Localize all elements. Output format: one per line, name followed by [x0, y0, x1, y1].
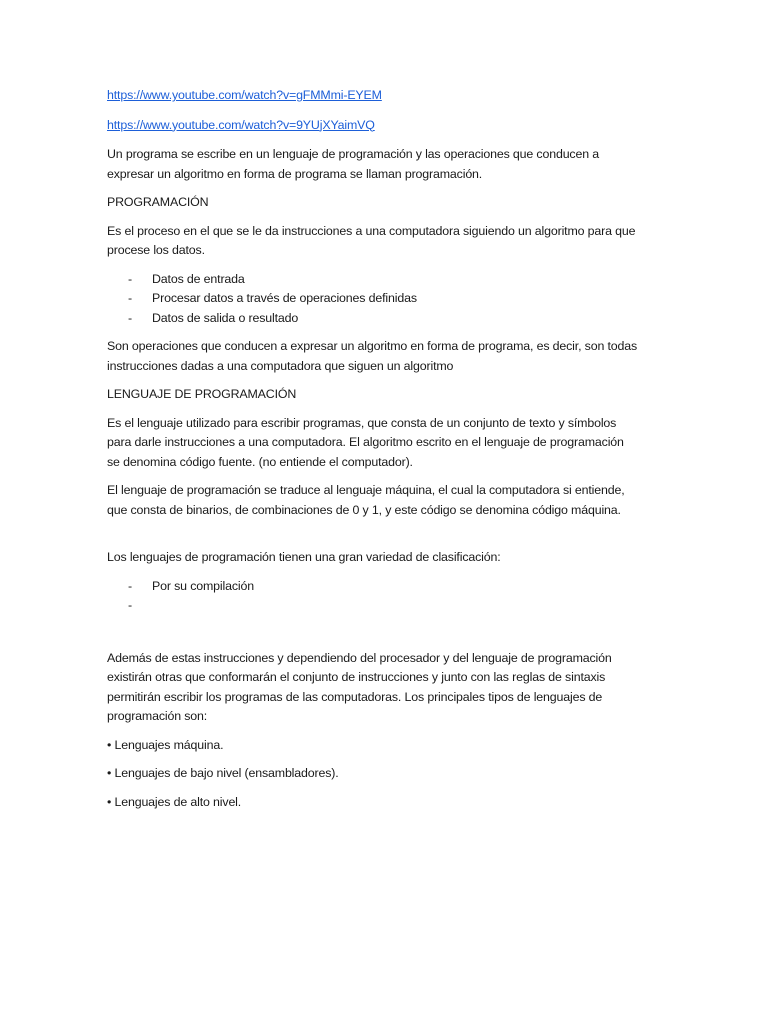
text-line: Un programa se escribe en un lenguaje de programación y las operaciones que conducen a [107, 147, 599, 161]
text-line: Es el lenguaje utilizado para escribir programas, que consta de un conjunto de texto y símbolos [107, 415, 617, 430]
dash-bullet: - [128, 310, 132, 325]
programacion-list [107, 270, 677, 329]
dash-bullet: - [128, 598, 132, 612]
text-line: Además de estas instrucciones y dependiendo del procesador y del lenguaje de programación [107, 650, 612, 665]
text-line: programación son: [107, 709, 208, 723]
text-line: Es el proceso en el que se le da instrucciones a una computadora siguiendo un algoritmo para que [107, 223, 636, 238]
dash-bullet: - [128, 578, 132, 593]
text-line: El lenguaje de programación se traduce al lenguaje máquina, el cual la computadora si entiende, [107, 483, 625, 497]
blank-line [107, 625, 677, 649]
programacion-definition [107, 222, 677, 261]
intro-paragraph [107, 145, 677, 184]
heading-clasificacion: Los lenguajes de programación tienen una gran variedad de clasificación: [107, 550, 501, 564]
text-line: Son operaciones que conducen a expresar un algoritmo en forma de programa, es decir, son todas [107, 339, 638, 353]
bullet-lenguajes-bajo-nivel: • Lenguajes de bajo nivel (ensambladores). [107, 766, 339, 780]
document-page [107, 86, 677, 821]
clasificacion-list [107, 577, 677, 616]
lenguaje-definition [107, 414, 677, 473]
programacion-summary [107, 337, 677, 376]
dash-bullet: - [128, 271, 132, 286]
list-item [107, 596, 677, 616]
youtube-link-2[interactable]: https://www.youtube.com/watch?v=9YUjXYaimVQ [107, 117, 375, 132]
list-item-label: Datos de entrada [152, 271, 245, 286]
dash-bullet: - [128, 291, 132, 305]
list-item [107, 270, 677, 290]
text-line: se denomina código fuente. (no entiende el computador). [107, 454, 413, 469]
heading-lenguaje-programacion: LENGUAJE DE PROGRAMACIÓN [107, 387, 297, 401]
text-line: expresar un algoritmo en forma de programa se llaman programación. [107, 166, 483, 181]
blank-line [107, 529, 677, 548]
youtube-link-1[interactable]: https://www.youtube.com/watch?v=gFMMmi-EYEM [107, 88, 382, 102]
heading-programacion: PROGRAMACIÓN [107, 195, 209, 209]
bullet-lenguajes-maquina: • Lenguajes máquina. [107, 737, 224, 752]
text-line: procese los datos. [107, 243, 205, 257]
tipos-paragraph [107, 649, 677, 727]
list-item [107, 577, 677, 597]
text-line: permitirán escribir los programas de las computadoras. Los principales tipos de lenguajes de [107, 689, 603, 704]
list-item-label: Procesar datos a través de operaciones definidas [152, 291, 417, 305]
list-item [107, 289, 677, 309]
text-line: instrucciones dadas a una computadora que siguen un algoritmo [107, 358, 454, 373]
list-item [107, 309, 677, 329]
text-line: que consta de binarios, de combinaciones de 0 y 1, y este código se denomina código máquina. [107, 502, 621, 517]
text-line: para darle instrucciones a una computadora. El algoritmo escrito en el lenguaje de programación [107, 435, 624, 449]
list-item-label: Por su compilación [152, 578, 254, 593]
bullet-lenguajes-alto-nivel: • Lenguajes de alto nivel. [107, 794, 242, 809]
text-line: existirán otras que conformarán el conjunto de instrucciones y junto con las reglas de sintaxis [107, 670, 606, 684]
list-item-label: Datos de salida o resultado [152, 310, 299, 325]
lenguaje-maquina-paragraph [107, 481, 677, 520]
